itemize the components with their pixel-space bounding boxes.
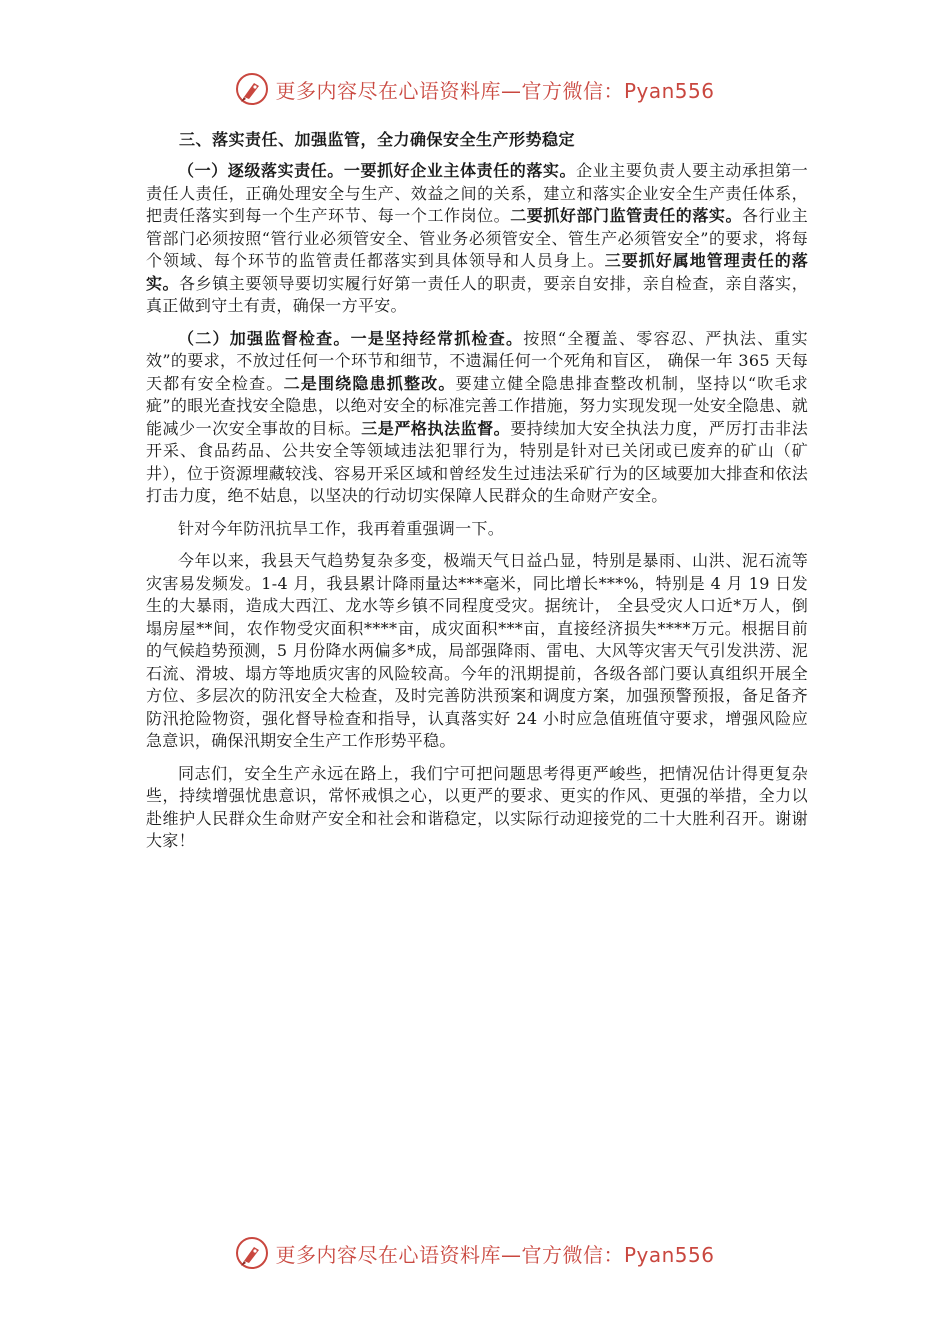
watermark-text: 更多内容尽在心语资料库—官方微信：Pyan556 [275,78,715,103]
paragraph-flood-situation: 今年以来，我县天气趋势复杂多变，极端天气日益凸显，特别是暴雨、山洪、泥石流等灾害易发频发。1-4 月，我县累计降雨量达***毫米，同比增长***%，特别是 4 月 19 日发生的大暴雨，造成大西江、龙水等乡镇不同程度受灾。据统计， 全县受灾人口近*万人，倒塌房屋**间，农作物受灾面积****亩，成灾面积***亩，直接经济损失****万元。根据目前的气候趋势预测，5 月份降水两偏多*成，局部强降雨、雷电、大风等灾害天气引发洪涝、泥石流、滑坡、塌方等地质灾害的风险较高。今年的汛期提前，各级各部门要认真组织开展全方位、多层次的防汛安全大检查，及时完善防洪预案和调度方案，加强预警预报，备足备齐防汛抢险物资，强化督导检查和指导，认真落实好 24 小时应急值班值守要求，增强风险应急意识，确保汛期安全生产工作形势平稳。 [146,551,808,750]
paragraph-responsibility [146,160,808,318]
paragraph-text: 要建立健全隐患排查整改机制，坚持以“吹毛求疵”的眼光查找安全隐患，以绝对安全的标准完善工作措施，努力实现发现一处安全隐患、就能减少一次安全事故的目标。 [146,373,808,438]
paragraph-bold-phrase: 二是围绕隐患抓整改。 [283,373,456,393]
paragraph-lead: （二）加强监督检查。一是坚持经常抓检查。 [178,328,524,348]
document-body [146,124,808,863]
paragraph-flood-intro: 针对今年防汛抗旱工作，我再着重强调一下。 [178,518,505,538]
pen-nib-logo-icon [235,1236,269,1270]
paragraph-text: 按照“全覆盖、零容忍、严执法、重实效”的要求，不放过任何一个环节和细节，不遗漏任何一个死角和盲区， 确保一年 365 天每天都有安全检查。 [146,328,808,393]
paragraph-text: 各行业主管部门必须按照“管行业必须管安全、管业务必须管安全、管生产必须管安全”的要求，将每个领域、每个环节的监管责任都落实到具体领导和人员身上。 [146,206,808,270]
paragraph-text: 企业主要负责人要主动承担第一责任人责任，正确处理安全与生产、效益之间的关系，建立和落实企业安全生产责任体系，把责任落实到每一个生产环节、每一个工作岗位。 [146,161,809,225]
section-heading: 三、落实责任、加强监管，全力确保安全生产形势稳定 [179,130,576,149]
paragraph-bold-phrase: 三要抓好属地管理责任的落实。 [146,251,808,293]
paragraph-text: 要持续加大安全执法力度，严厉打击非法开采、食品药品、公共安全等领域违法犯罪行为，特别是针对已关闭或已废弃的矿山（矿井），位于资源埋藏较浅、容易开采区域和曾经发生过违法采矿行为的区域要加大排查和依法打击力度，绝不姑息，以坚决的行动切实保障人民群众的生命财产安全。 [146,418,809,505]
paragraph-closing: 同志们，安全生产永远在路上，我们宁可把问题思考得更严峻些，把情况估计得更复杂些，持续增强忧患意识，常怀戒惧之心，以更严的要求、更实的作风、更强的举措，全力以赴维护人民群众生命财产安全和社会和谐稳定，以实际行动迎接党的二十大胜利召开。谢谢大家！ [146,763,808,850]
watermark-text: 更多内容尽在心语资料库—官方微信：Pyan556 [275,1242,715,1267]
paragraph-bold-phrase: 三是严格执法监督。 [361,418,511,438]
paragraph-lead: （一）逐级落实责任。一要抓好企业主体责任的落实。 [178,161,577,180]
pen-nib-logo-icon [235,72,269,106]
footer-watermark [0,1236,950,1270]
paragraph-bold-phrase: 二要抓好部门监管责任的落实。 [510,206,743,225]
header-watermark [0,72,950,106]
paragraph-supervision [146,328,808,508]
paragraph-text: 各乡镇主要领导要切实履行好第一责任人的职责，要亲自安排，亲自检查，亲自落实，真正做到守土有责，确保一方平安。 [146,273,808,315]
